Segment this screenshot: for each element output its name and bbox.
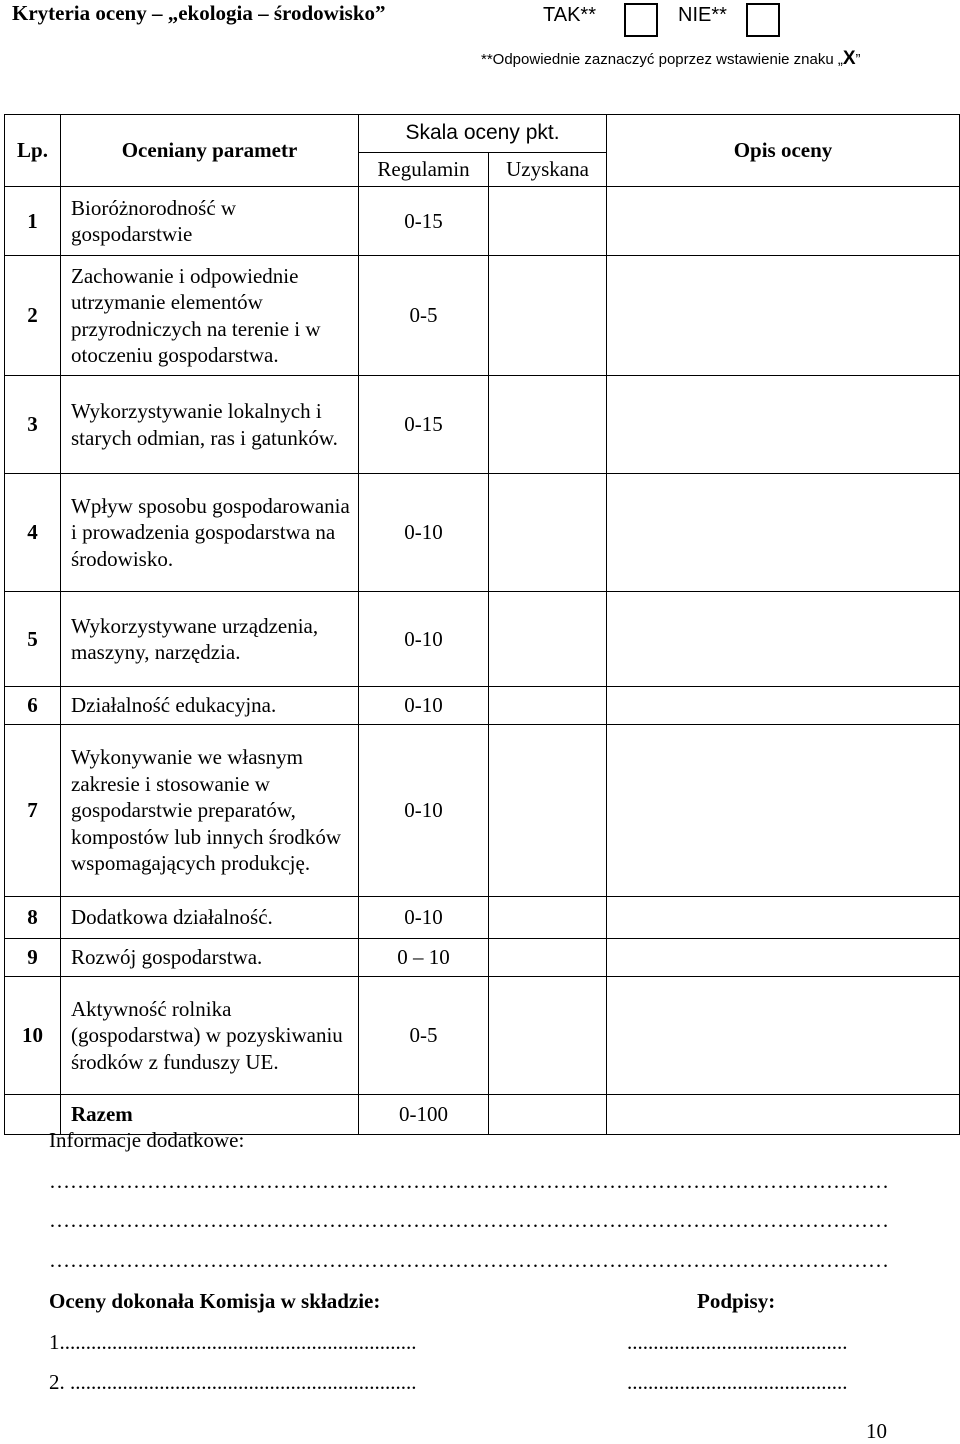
- col-lp-header: Lp.: [5, 115, 61, 187]
- table-row: [5, 256, 960, 376]
- row-lp: 1: [5, 187, 61, 256]
- row-scale: 0-5: [359, 256, 489, 376]
- row-scale: 0-10: [359, 725, 489, 897]
- row-opis-cell[interactable]: [607, 187, 960, 256]
- info-line-1[interactable]: …………………………………………………………………………………………………………: [49, 1169, 889, 1193]
- row-opis-cell[interactable]: [607, 897, 960, 939]
- row-lp: 4: [5, 474, 61, 592]
- row-lp: 7: [5, 725, 61, 897]
- row-lp: 10: [5, 977, 61, 1095]
- total-opis-cell[interactable]: [607, 1095, 960, 1135]
- table-row: [5, 592, 960, 687]
- col-uzyskana-header: Uzyskana: [489, 153, 607, 187]
- row-scale: 0-10: [359, 687, 489, 725]
- row-opis-cell[interactable]: [607, 376, 960, 474]
- marking-note: **Odpowiednie zaznaczyć poprzez wstawienie znaku „X”: [481, 48, 861, 69]
- row-opis-cell[interactable]: [607, 939, 960, 977]
- table-row: [5, 687, 960, 725]
- table-row: [5, 939, 960, 977]
- row-opis-cell[interactable]: [607, 474, 960, 592]
- row-score-cell[interactable]: [489, 939, 607, 977]
- row-lp: 8: [5, 897, 61, 939]
- row-scale: 0 – 10: [359, 939, 489, 977]
- row-param: Dodatkowa działalność.: [61, 897, 359, 939]
- row-lp: 2: [5, 256, 61, 376]
- row-score-cell[interactable]: [489, 977, 607, 1095]
- row-score-cell[interactable]: [489, 687, 607, 725]
- row-param: Wykorzystywane urządzenia, maszyny, narzędzia.: [61, 592, 359, 687]
- signatures-label: Podpisy:: [697, 1289, 776, 1313]
- row-score-cell[interactable]: [489, 725, 607, 897]
- info-line-2[interactable]: …………………………………………………………………………………………………………: [49, 1208, 889, 1232]
- no-label: NIE**: [678, 4, 727, 26]
- row-score-cell[interactable]: [489, 592, 607, 687]
- no-checkbox[interactable]: [746, 3, 780, 37]
- row-param: Zachowanie i odpowiednie utrzymanie elementów przyrodniczych na terenie i w otoczeniu gospodarstwa.: [61, 256, 359, 376]
- row-opis-cell[interactable]: [607, 977, 960, 1095]
- col-opis-header: Opis oceny: [607, 115, 960, 187]
- row-lp: 3: [5, 376, 61, 474]
- row-param: Wykonywanie we własnym zakresie i stosowanie w gospodarstwie preparatów, kompostów lub innych środków wspomagających produkcję.: [61, 725, 359, 897]
- row-lp: 5: [5, 592, 61, 687]
- total-label: Razem: [61, 1095, 359, 1135]
- table-row: [5, 376, 960, 474]
- row-param: Bioróżnorodność w gospodarstwie: [61, 187, 359, 256]
- row-lp: 6: [5, 687, 61, 725]
- info-label: Informacje dodatkowe:: [49, 1128, 245, 1152]
- col-regulamin-header: Regulamin: [359, 153, 489, 187]
- commission-member-2[interactable]: 2. ..................................................................: [49, 1370, 417, 1394]
- table-row: [5, 474, 960, 592]
- page-number: 10: [866, 1419, 887, 1443]
- col-scale-header: Skala oceny pkt.: [359, 115, 607, 153]
- signature-2[interactable]: ..........................................: [627, 1370, 848, 1394]
- row-param: Rozwój gospodarstwa.: [61, 939, 359, 977]
- commission-label: Oceny dokonała Komisja w składzie:: [49, 1289, 381, 1313]
- row-scale: 0-5: [359, 977, 489, 1095]
- total-scale: 0-100: [359, 1095, 489, 1135]
- row-param: Wykorzystywanie lokalnych i starych odmian, ras i gatunków.: [61, 376, 359, 474]
- yes-checkbox[interactable]: [624, 3, 658, 37]
- row-opis-cell[interactable]: [607, 725, 960, 897]
- table-row: [5, 977, 960, 1095]
- row-score-cell[interactable]: [489, 376, 607, 474]
- table-row: [5, 187, 960, 256]
- row-param: Wpływ sposobu gospodarowania i prowadzenia gospodarstwa na środowisko.: [61, 474, 359, 592]
- row-lp: 9: [5, 939, 61, 977]
- row-scale: 0-10: [359, 897, 489, 939]
- row-opis-cell[interactable]: [607, 256, 960, 376]
- row-score-cell[interactable]: [489, 256, 607, 376]
- row-score-cell[interactable]: [489, 187, 607, 256]
- row-scale: 0-15: [359, 187, 489, 256]
- row-opis-cell[interactable]: [607, 687, 960, 725]
- row-score-cell[interactable]: [489, 474, 607, 592]
- row-opis-cell[interactable]: [607, 592, 960, 687]
- col-param-header: Oceniany parametr: [61, 115, 359, 187]
- table-row: [5, 897, 960, 939]
- info-line-3[interactable]: …………………………………………………………………………………………………………: [49, 1248, 889, 1272]
- signature-1[interactable]: ..........................................: [627, 1330, 848, 1354]
- evaluation-table: [4, 114, 960, 1135]
- yes-label: TAK**: [543, 4, 596, 26]
- total-score-cell[interactable]: [489, 1095, 607, 1135]
- page-title: Kryteria oceny – „ekologia – środowisko”: [12, 1, 386, 25]
- row-scale: 0-10: [359, 474, 489, 592]
- row-param: Działalność edukacyjna.: [61, 687, 359, 725]
- row-scale: 0-15: [359, 376, 489, 474]
- row-scale: 0-10: [359, 592, 489, 687]
- commission-member-1[interactable]: 1....................................................................: [49, 1330, 417, 1354]
- row-score-cell[interactable]: [489, 897, 607, 939]
- row-param: Aktywność rolnika (gospodarstwa) w pozyskiwaniu środków z funduszy UE.: [61, 977, 359, 1095]
- table-row: [5, 725, 960, 897]
